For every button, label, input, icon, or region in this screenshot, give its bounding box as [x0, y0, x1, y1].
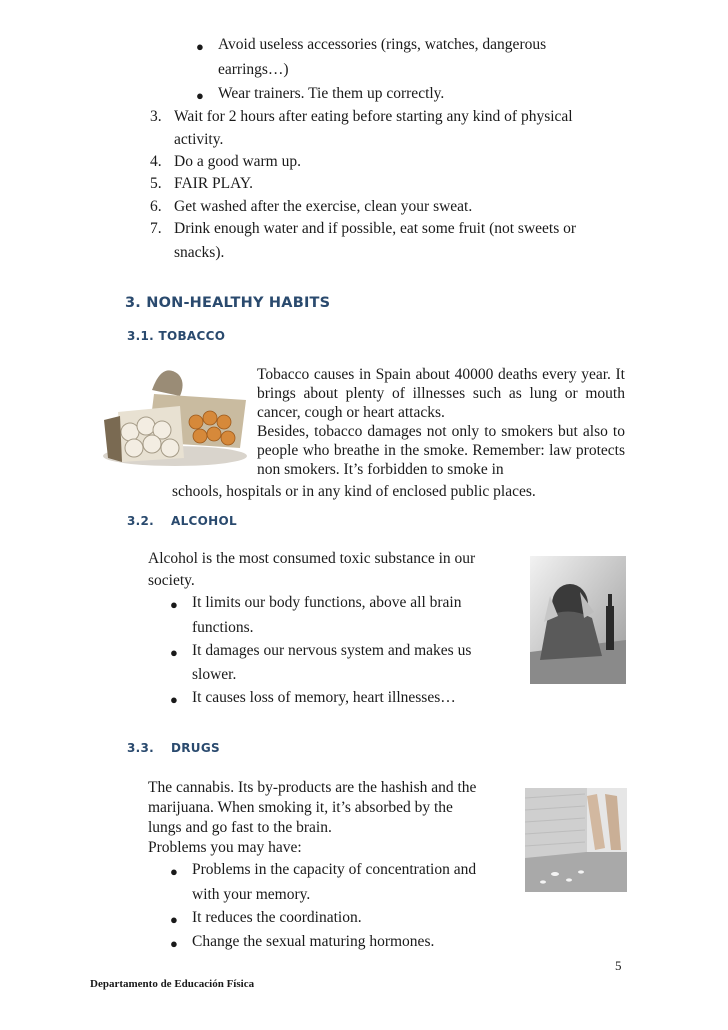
- list-item-text: snacks).: [174, 244, 225, 261]
- bullet-dot: ●: [170, 912, 178, 927]
- drugs-intro: lungs and go fast to the brain.: [148, 819, 332, 836]
- list-item-text: Do a good warm up.: [174, 153, 301, 170]
- alcohol-photo: [530, 556, 626, 684]
- bullet-dot: ●: [170, 936, 178, 951]
- list-item-text: Get washed after the exercise, clean your sweat.: [174, 198, 473, 215]
- sub-bullet-text: earrings…): [218, 61, 289, 78]
- list-number: 7.: [150, 220, 162, 237]
- bullet-text: It limits our body functions, above all brain: [192, 594, 462, 611]
- bullet-dot: ●: [170, 864, 178, 879]
- bullet-text: It causes loss of memory, heart illnesses…: [192, 689, 456, 706]
- page-number: 5: [615, 958, 622, 973]
- sub-bullet-text: Avoid useless accessories (rings, watches, dangerous: [218, 36, 547, 53]
- subsection-number: 3.3.: [127, 741, 155, 755]
- drugs-intro: The cannabis. Its by-products are the hashish and the: [148, 779, 477, 796]
- drugs-intro: Problems you may have:: [148, 839, 302, 856]
- subsection-heading: 3.1. TOBACCO: [127, 329, 226, 343]
- alcohol-intro: Alcohol is the most consumed toxic substance in our: [148, 550, 476, 567]
- drugs-intro: marijuana. When smoking it, it’s absorbed by the: [148, 799, 453, 816]
- list-item-text: Wait for 2 hours after eating before starting any kind of physical: [174, 108, 573, 125]
- bullet-dot: ●: [170, 692, 178, 707]
- list-number: 3.: [150, 108, 162, 125]
- bullet-dot: ●: [196, 88, 204, 103]
- list-number: 6.: [150, 198, 162, 215]
- bullet-text: It reduces the coordination.: [192, 909, 362, 926]
- tobacco-paragraph-end: schools, hospitals or in any kind of enclosed public places.: [172, 483, 536, 500]
- list-number: 4.: [150, 153, 162, 170]
- bullet-text: Problems in the capacity of concentration and: [192, 861, 477, 878]
- subsection-heading: ALCOHOL: [171, 514, 237, 528]
- bullet-text: functions.: [192, 619, 254, 636]
- cigarettes-image: [100, 362, 250, 470]
- bullet-dot: ●: [170, 597, 178, 612]
- drugs-photo: [525, 788, 627, 892]
- bullet-text: It damages our nervous system and makes us: [192, 642, 472, 659]
- tobacco-paragraph: Tobacco causes in Spain about 40000 deaths every year. It brings about plenty of illnesses such as lung or mouth cancer, cough or heart attacks.: [257, 366, 625, 421]
- bullet-dot: ●: [170, 645, 178, 660]
- section-heading: 3. NON-HEALTHY HABITS: [125, 295, 331, 311]
- bullet-text: slower.: [192, 666, 237, 683]
- list-number: 5.: [150, 175, 162, 192]
- list-item-text: activity.: [174, 131, 224, 148]
- bullet-dot: ●: [196, 39, 204, 54]
- sub-bullet-text: Wear trainers. Tie them up correctly.: [218, 85, 445, 102]
- alcohol-intro: society.: [148, 572, 195, 589]
- subsection-heading: DRUGS: [171, 741, 220, 755]
- bullet-text: Change the sexual maturing hormones.: [192, 933, 435, 950]
- list-item-text: Drink enough water and if possible, eat some fruit (not sweets or: [174, 220, 577, 237]
- bullet-text: with your memory.: [192, 886, 311, 903]
- tobacco-paragraph: Besides, tobacco damages not only to smokers but also to people who breathe in the smoke. Remember: law protects non smokers. It’s forbidden to smoke in: [257, 423, 625, 478]
- list-item-text: FAIR PLAY.: [174, 175, 253, 192]
- footer-department: Departamento de Educación Física: [90, 978, 255, 990]
- subsection-number: 3.2.: [127, 514, 155, 528]
